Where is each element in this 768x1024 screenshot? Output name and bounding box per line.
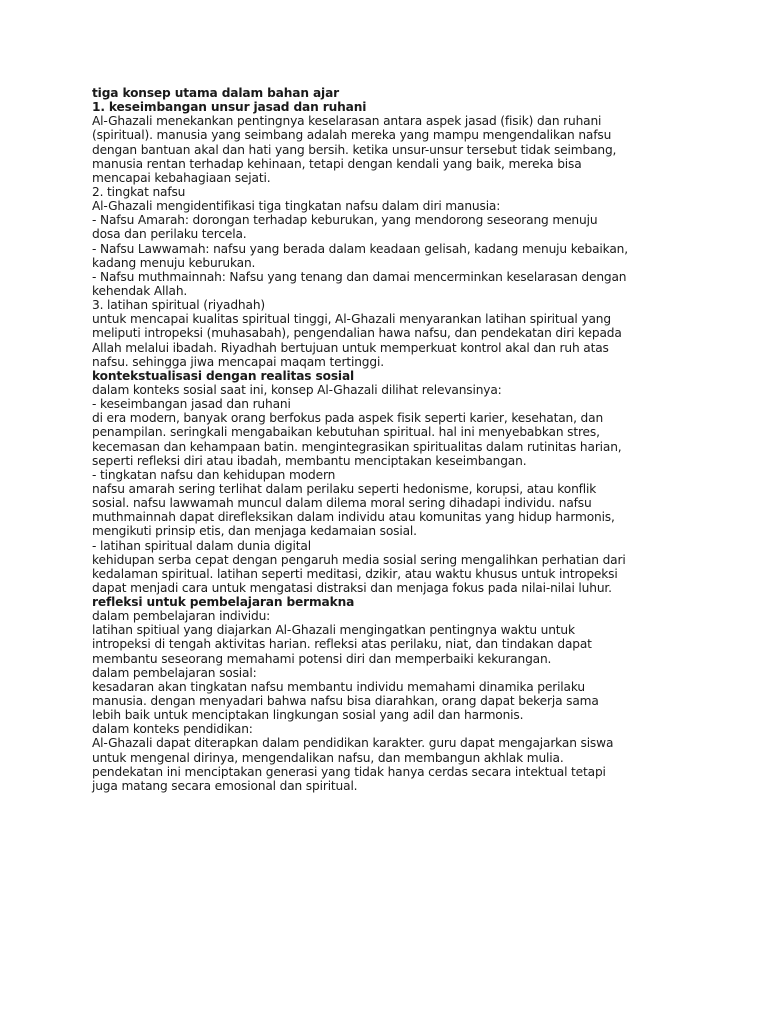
text-line: untuk mencapai kualitas spiritual tinggi, Al-Ghazali menyarankan latihan spiritual yang [92,312,611,327]
text-line: nafsu amarah sering terlihat dalam perilaku seperti hedonisme, korupsi, atau konflik [92,481,597,496]
text-line: - keseimbangan jasad dan ruhani [92,397,291,412]
text-line: kedalaman spiritual. latihan seperti meditasi, dzikir, atau waktu khusus untuk intropeksi [92,566,618,581]
text-line: dosa dan perilaku tercela. [92,227,247,242]
text-line: nafsu. sehingga jiwa mencapai maqam tertinggi. [92,354,384,369]
text-line: kehidupan serba cepat dengan pengaruh media sosial sering mengalihkan perhatian dari [92,552,626,567]
text-line: juga matang secara emosional dan spiritual. [92,778,358,793]
text-line: pendekatan ini menciptakan generasi yang tidak hanya cerdas secara intektual tetapi [92,764,606,779]
section-heading: tiga konsep utama dalam bahan ajar [92,86,339,100]
text-line: dapat menjadi cara untuk mengatasi distraksi dan menjaga fokus pada nilai-nilai luhur. [92,580,612,595]
text-line: - Nafsu Lawwamah: nafsu yang berada dalam keadaan gelisah, kadang menuju kebaikan, [92,241,628,256]
text-line: dalam pembelajaran individu: [92,609,271,624]
text-line: - latihan spiritual dalam dunia digital [92,538,311,553]
text-line: intropeksi di tengah aktivitas harian. refleksi atas perilaku, niat, dan tindakan dapat [92,637,592,652]
text-line: di era modern, banyak orang berfokus pada aspek fisik seperti karier, kesehatan, dan [92,411,604,426]
section-heading: 1. keseimbangan unsur jasad dan ruhani [92,100,367,115]
text-line: dalam konteks sosial saat ini, konsep Al-Ghazali dilihat relevansinya: [92,382,502,397]
text-line: mengikuti prinsip etis, dan menjaga kedamaian sosial. [92,524,417,539]
text-line: Al-Ghazali menekankan pentingnya keselarasan antara aspek jasad (fisik) dan ruhani [92,114,602,129]
text-line: dalam pembelajaran sosial: [92,665,257,680]
text-line: - Nafsu Amarah: dorongan terhadap keburukan, yang mendorong seseorang menuju [92,213,598,228]
text-line: kesadaran akan tingkatan nafsu membantu individu memahami dinamika perilaku [92,679,585,694]
text-line: Al-Ghazali dapat diterapkan dalam pendidikan karakter. guru dapat mengajarkan siswa [92,736,614,751]
text-line: kadang menuju keburukan. [92,255,256,270]
text-line: latihan spitiual yang diajarkan Al-Ghazali mengingatkan pentingnya waktu untuk [92,623,575,638]
text-line: (spiritual). manusia yang seimbang adalah mereka yang mampu mengendalikan nafsu [92,128,612,143]
text-line: kehendak Allah. [92,283,188,298]
text-line: Allah melalui ibadah. Riyadhah bertujuan untuk memperkuat kontrol akal dan ruh atas [92,340,609,355]
text-line: seperti refleksi diri atau ibadah, membantu menciptakan keseimbangan. [92,453,527,468]
text-line: muthmainnah dapat direfleksikan dalam individu atau komunitas yang hidup harmonis, [92,510,615,525]
text-line: 3. latihan spiritual (riyadhah) [92,298,266,313]
text-line: 2. tingkat nafsu [92,184,186,199]
text-line: penampilan. seringkali mengabaikan kebutuhan spiritual. hal ini menyebabkan stres, [92,425,600,440]
text-line: kecemasan dan kehampaan batin. mengintegrasikan spiritualitas dalam rutinitas harian, [92,439,622,454]
text-line: - Nafsu muthmainnah: Nafsu yang tenang dan damai mencerminkan keselarasan dengan [92,269,627,284]
text-line: lebih baik untuk menciptakan lingkungan sosial yang adil dan harmonis. [92,708,524,723]
text-line: Al-Ghazali mengidentifikasi tiga tingkatan nafsu dalam diri manusia: [92,199,501,214]
text-line: sosial. nafsu lawwamah muncul dalam dilema moral sering dihadapi individu. nafsu [92,496,592,511]
text-line: meliputi intropeksi (muhasabah), pengendalian hawa nafsu, dan pendekatan diri kepada [92,326,622,341]
text-line: dalam konteks pendidikan: [92,722,253,737]
document-body [92,86,692,793]
text-line: membantu seseorang memahami potensi diri dan memperbaiki kekurangan. [92,651,552,666]
text-line: mencapai kebahagiaan sejati. [92,170,271,185]
text-line: untuk mengenal dirinya, mengendalikan nafsu, dan membangun akhlak mulia. [92,750,564,765]
text-line: - tingkatan nafsu dan kehidupan modern [92,467,336,482]
text-line: dengan bantuan akal dan hati yang bersih. ketika unsur-unsur tersebut tidak seimbang, [92,142,617,157]
text-line: manusia. dengan menyadari bahwa nafsu bisa diarahkan, orang dapat bekerja sama [92,694,599,709]
text-line: manusia rentan terhadap kehinaan, tetapi dengan kendali yang baik, mereka bisa [92,156,582,171]
section-heading: refleksi untuk pembelajaran bermakna [92,595,355,610]
section-heading: kontekstualisasi dengan realitas sosial [92,368,355,383]
